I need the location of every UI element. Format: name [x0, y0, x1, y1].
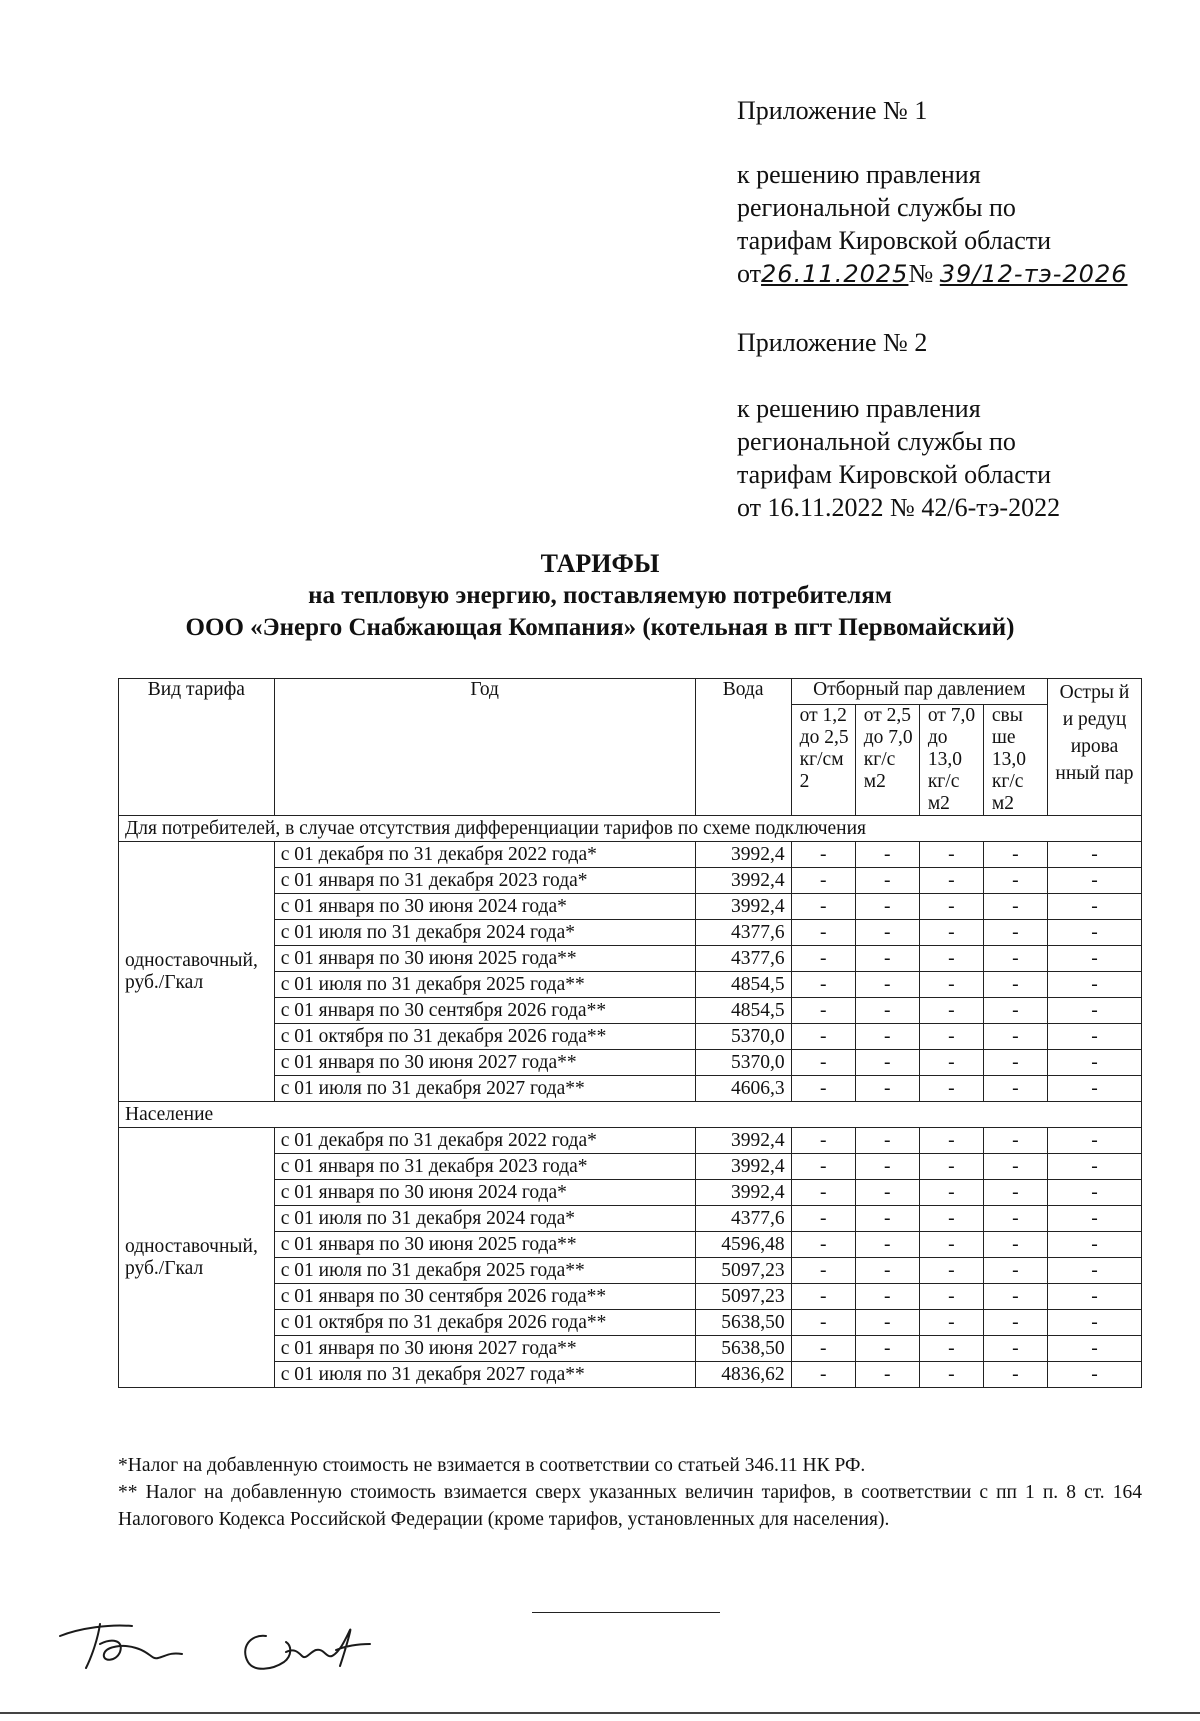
steam-value-cell: -	[855, 1154, 919, 1180]
appendix-1-body	[737, 158, 1127, 291]
steam-value-cell: -	[1047, 1310, 1141, 1336]
header-voda: Вода	[695, 679, 791, 816]
steam-value-cell: -	[855, 1050, 919, 1076]
period-cell: с 01 января по 30 июня 2024 года*	[274, 1180, 695, 1206]
steam-value-cell: -	[791, 1284, 855, 1310]
steam-value-cell: -	[855, 1232, 919, 1258]
footnotes	[118, 1452, 1142, 1533]
bottom-rule	[0, 1712, 1200, 1714]
steam-value-cell: -	[919, 1336, 983, 1362]
steam-value-cell: -	[855, 998, 919, 1024]
appendix-1-title-text: Приложение № 1	[737, 96, 928, 125]
steam-value-cell: -	[983, 1024, 1047, 1050]
steam-value-cell: -	[983, 1232, 1047, 1258]
tariff-type-cell: одноставочный, руб./Гкал	[119, 1128, 275, 1388]
period-cell: с 01 октября по 31 декабря 2026 года**	[274, 1310, 695, 1336]
steam-value-cell: -	[1047, 946, 1141, 972]
steam-value-cell: -	[983, 1310, 1047, 1336]
water-value-cell: 3992,4	[695, 1128, 791, 1154]
footnote-1: *Налог на добавленную стоимость не взимается в соответствии со статьей 346.11 НК РФ.	[118, 1455, 866, 1476]
steam-value-cell: -	[791, 842, 855, 868]
water-value-cell: 4377,6	[695, 920, 791, 946]
steam-value-cell: -	[791, 972, 855, 998]
period-cell: с 01 июля по 31 декабря 2027 года**	[274, 1076, 695, 1102]
section-label-row	[119, 1102, 1142, 1128]
period-cell: с 01 января по 30 сентября 2026 года**	[274, 1284, 695, 1310]
tariffs-table	[118, 678, 1142, 1388]
appendix-1-line-1: к решению правления	[737, 160, 981, 189]
appendix-2-title-text: Приложение № 2	[737, 328, 928, 357]
steam-value-cell: -	[1047, 998, 1141, 1024]
header-vid: Вид тарифа	[119, 679, 275, 816]
number-prefix: №	[908, 259, 934, 288]
steam-value-cell: -	[1047, 1180, 1141, 1206]
steam-value-cell: -	[983, 1128, 1047, 1154]
water-value-cell: 4377,6	[695, 1206, 791, 1232]
steam-value-cell: -	[983, 920, 1047, 946]
footnote-2: ** Налог на добавленную стоимость взимается сверх указанных величин тарифов, в соответствии с пп 1 п. 8 ст. 164 Налогового Кодекса Российской Федерации (кроме тарифов, установленных для населения).	[118, 1482, 1142, 1530]
steam-value-cell: -	[919, 1076, 983, 1102]
steam-value-cell: -	[1047, 868, 1141, 894]
steam-value-cell: -	[1047, 1336, 1141, 1362]
signatures	[40, 1608, 440, 1688]
section-label: Население	[119, 1102, 1142, 1128]
water-value-cell: 4377,6	[695, 946, 791, 972]
table-header-row	[119, 679, 1142, 705]
steam-value-cell: -	[1047, 1284, 1141, 1310]
table-row	[119, 842, 1142, 868]
steam-value-cell: -	[1047, 920, 1141, 946]
steam-value-cell: -	[855, 1362, 919, 1388]
header-p3: от 7,0 до 13,0 кг/с м2	[919, 705, 983, 816]
steam-value-cell: -	[791, 920, 855, 946]
appendix-2-line-2: региональной службы по	[737, 427, 1016, 456]
steam-value-cell: -	[919, 1050, 983, 1076]
water-value-cell: 3992,4	[695, 868, 791, 894]
steam-value-cell: -	[1047, 1258, 1141, 1284]
period-cell: с 01 декабря по 31 декабря 2022 года*	[274, 1128, 695, 1154]
appendix-2-line-3: тарифам Кировской области	[737, 460, 1052, 489]
water-value-cell: 3992,4	[695, 842, 791, 868]
appendix-2-body	[737, 392, 1060, 524]
steam-value-cell: -	[983, 894, 1047, 920]
steam-value-cell: -	[855, 1076, 919, 1102]
steam-value-cell: -	[919, 1128, 983, 1154]
steam-value-cell: -	[791, 946, 855, 972]
water-value-cell: 5370,0	[695, 1024, 791, 1050]
document-title	[0, 548, 1200, 644]
steam-value-cell: -	[791, 1180, 855, 1206]
steam-value-cell: -	[1047, 1362, 1141, 1388]
steam-value-cell: -	[919, 1024, 983, 1050]
table-row	[119, 1128, 1142, 1154]
water-value-cell: 4836,62	[695, 1362, 791, 1388]
title-line-2: на тепловую энергию, поставляемую потребителям	[308, 582, 892, 609]
period-cell: с 01 января по 30 июня 2027 года**	[274, 1336, 695, 1362]
header-p4: свы ше 13,0 кг/с м2	[983, 705, 1047, 816]
steam-value-cell: -	[983, 1362, 1047, 1388]
water-value-cell: 5370,0	[695, 1050, 791, 1076]
period-cell: с 01 января по 31 декабря 2023 года*	[274, 868, 695, 894]
section-label-row	[119, 816, 1142, 842]
period-cell: с 01 июля по 31 декабря 2024 года*	[274, 920, 695, 946]
signature-2	[245, 1630, 370, 1669]
steam-value-cell: -	[1047, 1050, 1141, 1076]
steam-value-cell: -	[1047, 894, 1141, 920]
header-ostry: Остры й и редуц ирова нный пар	[1047, 679, 1141, 816]
steam-value-cell: -	[919, 972, 983, 998]
steam-value-cell: -	[1047, 1232, 1141, 1258]
steam-value-cell: -	[919, 946, 983, 972]
water-value-cell: 4854,5	[695, 998, 791, 1024]
header-p1: от 1,2 до 2,5 кг/см 2	[791, 705, 855, 816]
steam-value-cell: -	[983, 1076, 1047, 1102]
steam-value-cell: -	[1047, 1076, 1141, 1102]
steam-value-cell: -	[919, 1154, 983, 1180]
steam-value-cell: -	[919, 920, 983, 946]
steam-value-cell: -	[791, 998, 855, 1024]
period-cell: с 01 июля по 31 декабря 2025 года**	[274, 972, 695, 998]
water-value-cell: 4854,5	[695, 972, 791, 998]
steam-value-cell: -	[1047, 842, 1141, 868]
header-otbor: Отборный пар давлением	[791, 679, 1047, 705]
steam-value-cell: -	[791, 1336, 855, 1362]
section-label: Для потребителей, в случае отсутствия дифференциации тарифов по схеме подключения	[119, 816, 1142, 842]
steam-value-cell: -	[983, 1284, 1047, 1310]
steam-value-cell: -	[791, 1128, 855, 1154]
tariff-type-cell: одноставочный, руб./Гкал	[119, 842, 275, 1102]
steam-value-cell: -	[1047, 1154, 1141, 1180]
steam-value-cell: -	[983, 946, 1047, 972]
water-value-cell: 4596,48	[695, 1232, 791, 1258]
period-cell: с 01 января по 30 июня 2024 года*	[274, 894, 695, 920]
appendix-2-title	[737, 326, 927, 359]
steam-value-cell: -	[791, 1206, 855, 1232]
steam-value-cell: -	[1047, 1128, 1141, 1154]
steam-value-cell: -	[983, 1154, 1047, 1180]
steam-value-cell: -	[855, 842, 919, 868]
steam-value-cell: -	[791, 1232, 855, 1258]
water-value-cell: 3992,4	[695, 1154, 791, 1180]
steam-value-cell: -	[855, 1180, 919, 1206]
header-p2: от 2,5 до 7,0 кг/с м2	[855, 705, 919, 816]
steam-value-cell: -	[855, 1336, 919, 1362]
period-cell: с 01 января по 30 сентября 2026 года**	[274, 998, 695, 1024]
steam-value-cell: -	[855, 920, 919, 946]
period-cell: с 01 июля по 31 декабря 2027 года**	[274, 1362, 695, 1388]
appendix-1-decision-ref	[737, 257, 1127, 291]
steam-value-cell: -	[919, 998, 983, 1024]
steam-value-cell: -	[983, 1258, 1047, 1284]
steam-value-cell: -	[919, 1258, 983, 1284]
water-value-cell: 5638,50	[695, 1310, 791, 1336]
signature-1	[60, 1624, 182, 1668]
steam-value-cell: -	[791, 1310, 855, 1336]
appendix-1-title	[737, 94, 927, 127]
steam-value-cell: -	[855, 1284, 919, 1310]
steam-value-cell: -	[855, 1206, 919, 1232]
period-cell: с 01 января по 30 июня 2025 года**	[274, 946, 695, 972]
steam-value-cell: -	[983, 868, 1047, 894]
steam-value-cell: -	[791, 1076, 855, 1102]
steam-value-cell: -	[855, 1258, 919, 1284]
steam-value-cell: -	[983, 1206, 1047, 1232]
steam-value-cell: -	[855, 894, 919, 920]
appendix-1-line-3: тарифам Кировской области	[737, 226, 1052, 255]
steam-value-cell: -	[1047, 1206, 1141, 1232]
handwritten-number: 39/12-тэ-2026	[939, 260, 1128, 288]
steam-value-cell: -	[983, 1050, 1047, 1076]
steam-value-cell: -	[919, 842, 983, 868]
steam-value-cell: -	[919, 1362, 983, 1388]
steam-value-cell: -	[855, 1024, 919, 1050]
steam-value-cell: -	[1047, 1024, 1141, 1050]
steam-value-cell: -	[791, 1258, 855, 1284]
period-cell: с 01 января по 30 июня 2027 года**	[274, 1050, 695, 1076]
period-cell: с 01 июля по 31 декабря 2024 года*	[274, 1206, 695, 1232]
header-god: Год	[274, 679, 695, 816]
water-value-cell: 3992,4	[695, 894, 791, 920]
appendix-2-line-4: от 16.11.2022 № 42/6-тэ-2022	[737, 493, 1061, 522]
period-cell: с 01 июля по 31 декабря 2025 года**	[274, 1258, 695, 1284]
steam-value-cell: -	[983, 1180, 1047, 1206]
steam-value-cell: -	[983, 972, 1047, 998]
water-value-cell: 5097,23	[695, 1258, 791, 1284]
steam-value-cell: -	[855, 868, 919, 894]
steam-value-cell: -	[855, 972, 919, 998]
water-value-cell: 3992,4	[695, 1180, 791, 1206]
appendix-2-line-1: к решению правления	[737, 394, 981, 423]
steam-value-cell: -	[791, 1050, 855, 1076]
steam-value-cell: -	[791, 1154, 855, 1180]
steam-value-cell: -	[791, 1024, 855, 1050]
period-cell: с 01 октября по 31 декабря 2026 года**	[274, 1024, 695, 1050]
water-value-cell: 4606,3	[695, 1076, 791, 1102]
section-consumers	[119, 816, 1142, 1102]
steam-value-cell: -	[919, 868, 983, 894]
steam-value-cell: -	[919, 894, 983, 920]
period-cell: с 01 января по 31 декабря 2023 года*	[274, 1154, 695, 1180]
steam-value-cell: -	[983, 842, 1047, 868]
steam-value-cell: -	[855, 1128, 919, 1154]
steam-value-cell: -	[791, 894, 855, 920]
period-cell: с 01 января по 30 июня 2025 года**	[274, 1232, 695, 1258]
steam-value-cell: -	[919, 1232, 983, 1258]
steam-value-cell: -	[983, 1336, 1047, 1362]
steam-value-cell: -	[855, 946, 919, 972]
water-value-cell: 5097,23	[695, 1284, 791, 1310]
steam-value-cell: -	[855, 1310, 919, 1336]
title-line-3: ООО «Энерго Снабжающая Компания» (котельная в пгт Первомайский)	[185, 614, 1015, 641]
steam-value-cell: -	[1047, 972, 1141, 998]
steam-value-cell: -	[791, 1362, 855, 1388]
steam-value-cell: -	[919, 1310, 983, 1336]
separator-line	[532, 1612, 720, 1613]
section-population	[119, 1102, 1142, 1388]
water-value-cell: 5638,50	[695, 1336, 791, 1362]
steam-value-cell: -	[919, 1180, 983, 1206]
steam-value-cell: -	[983, 998, 1047, 1024]
title-main: ТАРИФЫ	[540, 549, 660, 578]
period-cell: с 01 декабря по 31 декабря 2022 года*	[274, 842, 695, 868]
steam-value-cell: -	[919, 1206, 983, 1232]
steam-value-cell: -	[791, 868, 855, 894]
from-prefix: от	[737, 259, 762, 288]
appendix-1-line-2: региональной службы по	[737, 193, 1016, 222]
steam-value-cell: -	[919, 1284, 983, 1310]
handwritten-date: 26.11.2025	[761, 260, 909, 288]
